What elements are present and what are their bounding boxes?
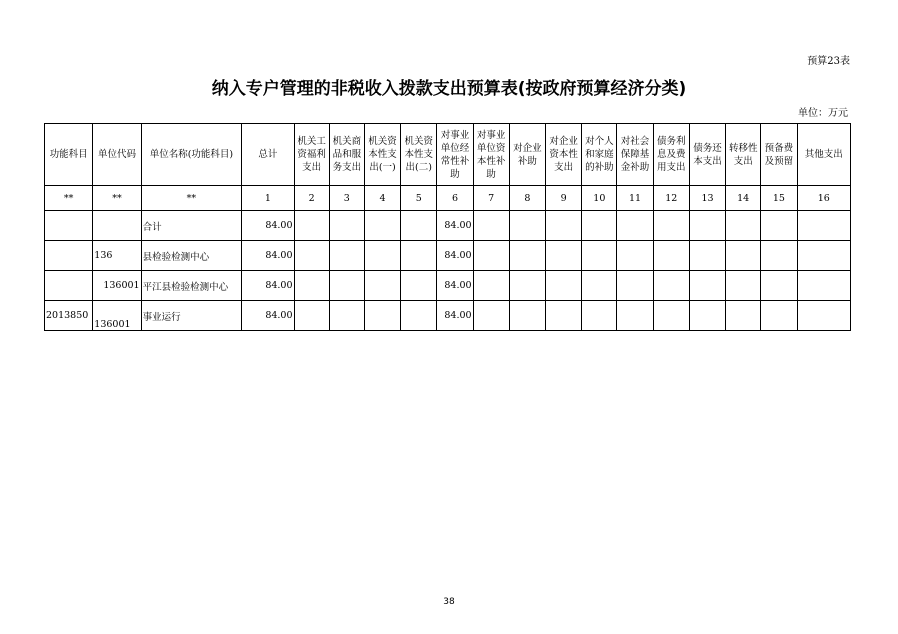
index-cell: 9 [546, 186, 582, 211]
header-cell: 其他支出 [797, 124, 850, 186]
func-cell [45, 271, 93, 301]
header-cell: 机关商品和服务支出 [329, 124, 364, 186]
table-row-total [45, 211, 851, 241]
header-cell: 转移性支出 [726, 124, 761, 186]
index-cell: 16 [797, 186, 850, 211]
table-row [45, 301, 851, 331]
page-title: 纳入专户管理的非税收入拨款支出预算表(按政府预算经济分类) [211, 79, 687, 99]
header-cell: 机关资本性支出(一) [364, 124, 400, 186]
code-cell: 136001 [93, 271, 141, 301]
func-cell [45, 211, 93, 241]
func-cell: 2013850 [45, 301, 93, 331]
total-cell: 84.00 [242, 241, 294, 271]
table-row [45, 271, 851, 301]
header-cell: 对社会保障基金补助 [617, 124, 653, 186]
name-cell: 平江县检验检测中心 [141, 271, 242, 301]
code-cell: 136 [93, 241, 141, 271]
header-cell: 单位代码 [93, 124, 141, 186]
table-number: 预算23表 [807, 56, 850, 67]
page-number: 38 [443, 597, 455, 607]
header-cell: 对企业补助 [509, 124, 545, 186]
name-cell: 县检验检测中心 [141, 241, 242, 271]
value-cell: 84.00 [437, 241, 473, 271]
header-cell: 机关工资福利支出 [294, 124, 329, 186]
index-cell: ** [45, 186, 93, 211]
index-cell: 7 [473, 186, 509, 211]
index-cell: 11 [617, 186, 653, 211]
index-cell: 5 [401, 186, 437, 211]
index-cell: ** [93, 186, 141, 211]
total-cell: 84.00 [242, 211, 294, 241]
header-cell: 预备费及预留 [761, 124, 797, 186]
total-cell: 84.00 [242, 271, 294, 301]
header-cell: 对事业单位资本性补助 [473, 124, 509, 186]
header-cell: 单位名称(功能科目) [141, 124, 242, 186]
index-cell: 12 [653, 186, 689, 211]
header-cell: 债务利息及费用支出 [653, 124, 689, 186]
header-cell: 债务还本支出 [689, 124, 725, 186]
header-cell: 总计 [242, 124, 294, 186]
header-cell: 对企业资本性支出 [546, 124, 582, 186]
table-row [45, 241, 851, 271]
code-cell: 136001 [93, 301, 141, 331]
header-cell: 对事业单位经常性补助 [437, 124, 473, 186]
budget-table [44, 123, 851, 331]
value-cell: 84.00 [437, 301, 473, 331]
index-cell: 8 [509, 186, 545, 211]
func-cell [45, 241, 93, 271]
name-cell: 事业运行 [141, 301, 242, 331]
value-cell: 84.00 [437, 271, 473, 301]
index-cell: 14 [726, 186, 761, 211]
index-cell: 6 [437, 186, 473, 211]
unit-label: 单位：万元 [798, 108, 848, 119]
value-cell: 84.00 [437, 211, 473, 241]
header-cell: 功能科目 [45, 124, 93, 186]
index-row [45, 186, 851, 211]
code-cell [93, 211, 141, 241]
header-cell: 机关资本性支出(二) [401, 124, 437, 186]
index-cell: 4 [364, 186, 400, 211]
index-cell: 3 [329, 186, 364, 211]
index-cell: 1 [242, 186, 294, 211]
index-cell: ** [141, 186, 242, 211]
index-cell: 2 [294, 186, 329, 211]
index-cell: 15 [761, 186, 797, 211]
header-row [45, 124, 851, 186]
index-cell: 10 [582, 186, 617, 211]
index-cell: 13 [689, 186, 725, 211]
total-cell: 84.00 [242, 301, 294, 331]
name-cell: 合计 [141, 211, 242, 241]
header-cell: 对个人和家庭的补助 [582, 124, 617, 186]
